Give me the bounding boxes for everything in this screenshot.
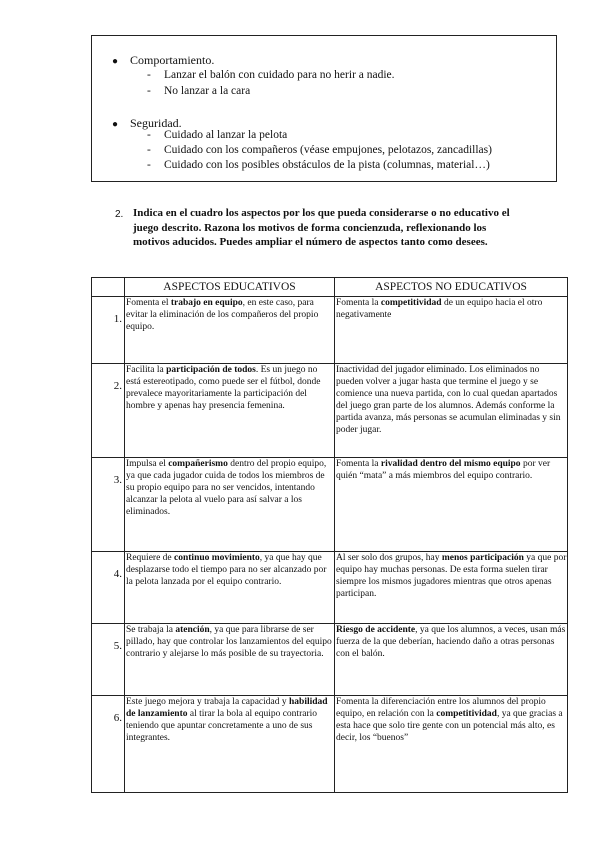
table-row xyxy=(92,624,568,696)
dash-icon: - xyxy=(147,85,151,97)
row-number: 6. xyxy=(92,696,125,793)
header-educativos: ASPECTOS EDUCATIVOS xyxy=(125,278,335,297)
edu-cell: Impulsa el compañerismo dentro del propio equipo, ya que cada jugador cuida de todos los miembros de su propio equipo para no ser vencidos, intentando alcanzar la pelota al vuelo para así salvar a los eliminados. xyxy=(125,458,335,552)
question-text: Indica en el cuadro los aspectos por los que pueda considerarse o no educativo el juego descrito. Razona los motivos de forma concienzuda, reflexionando los motivos aducidos. Puedes ampliar el número de aspectos tanto como desees. xyxy=(133,207,510,248)
bullet-label: Seguridad. xyxy=(130,116,182,130)
sub-item: - Cuidado con los posibles obstáculos de la pista (columnas, material…) xyxy=(147,159,490,171)
header-num-cell xyxy=(92,278,125,297)
question-2 xyxy=(115,206,510,250)
table-row xyxy=(92,458,568,552)
sub-item: - Cuidado al lanzar la pelota xyxy=(147,129,288,141)
row-number: 3. xyxy=(92,458,125,552)
question-number: 2. xyxy=(115,209,124,220)
edu-cell: Facilita la participación de todos. Es un juego no está estereotipado, como puede ser el fútbol, donde prevalece mayoritariamente la participación del hombre y apenas hay presencia femenina. xyxy=(125,364,335,458)
bullet-dot-icon: ● xyxy=(112,119,119,130)
noedu-cell: Riesgo de accidente, ya que los alumnos, a veces, usan más fuerza de la que deberían, haciendo daño a otras personas con el balón. xyxy=(335,624,568,696)
table-header-row xyxy=(92,278,568,297)
dash-icon: - xyxy=(147,144,151,156)
row-number: 1. xyxy=(92,297,125,364)
edu-cell: Requiere de continuo movimiento, ya que hay que desplazarse todo el tiempo para no ser alcanzado por la pelota lanzada por el equipo contrario. xyxy=(125,552,335,624)
aspects-table xyxy=(91,277,568,793)
table-row xyxy=(92,696,568,793)
noedu-cell: Fomenta la diferenciación entre los alumnos del propio equipo, en relación con la competitividad, ya que gracias a esta hace que solo tire gente con un potencial más alto, es decir, los “buenos” xyxy=(335,696,568,793)
dash-icon: - xyxy=(147,159,151,171)
intro-box xyxy=(91,35,557,182)
sub-item: - Lanzar el balón con cuidado para no herir a nadie. xyxy=(147,69,395,81)
table-row xyxy=(92,297,568,364)
edu-cell: Fomenta el trabajo en equipo, en este caso, para evitar la eliminación de los compañeros del propio equipo. xyxy=(125,297,335,364)
sub-item: - Cuidado con los compañeros (véase empujones, pelotazos, zancadillas) xyxy=(147,144,492,156)
bullet-dot-icon: ● xyxy=(112,56,119,67)
sub-item: - No lanzar a la cara xyxy=(147,85,251,97)
table-row xyxy=(92,552,568,624)
dash-icon: - xyxy=(147,129,151,141)
header-no-educativos: ASPECTOS NO EDUCATIVOS xyxy=(335,278,568,297)
row-number: 2. xyxy=(92,364,125,458)
bullet-comportamiento xyxy=(112,53,214,68)
dash-icon: - xyxy=(147,69,151,81)
row-number: 4. xyxy=(92,552,125,624)
noedu-cell: Inactividad del jugador eliminado. Los eliminados no pueden volver a jugar hasta que termine el juego y se comience una nueva partida, con lo cual quedan apartados del juego gran parte de los alumnos. Además conforme la partida avanza, más personas se acumulan eliminadas y sin poder jugar. xyxy=(335,364,568,458)
noedu-cell: Fomenta la rivalidad dentro del mismo equipo por ver quién “mata” a más miembros del equipo contrario. xyxy=(335,458,568,552)
edu-cell: Se trabaja la atención, ya que para librarse de ser pillado, hay que controlar los lanzamientos del equipo contrario y alejarse lo más posible de su trayectoria. xyxy=(125,624,335,696)
noedu-cell: Al ser solo dos grupos, hay menos participación ya que por equipo hay muchas personas. De esta forma suelen tirar siempre los mismos jugadores mientras que otros apenas participan. xyxy=(335,552,568,624)
edu-cell: Este juego mejora y trabaja la capacidad y habilidad de lanzamiento al tirar la bola al equipo contrario teniendo que apuntar concretamente a uno de sus integrantes. xyxy=(125,696,335,793)
table-row xyxy=(92,364,568,458)
bullet-label: Comportamiento. xyxy=(130,53,215,67)
noedu-cell: Fomenta la competitividad de un equipo hacia el otro negativamente xyxy=(335,297,568,364)
row-number: 5. xyxy=(92,624,125,696)
